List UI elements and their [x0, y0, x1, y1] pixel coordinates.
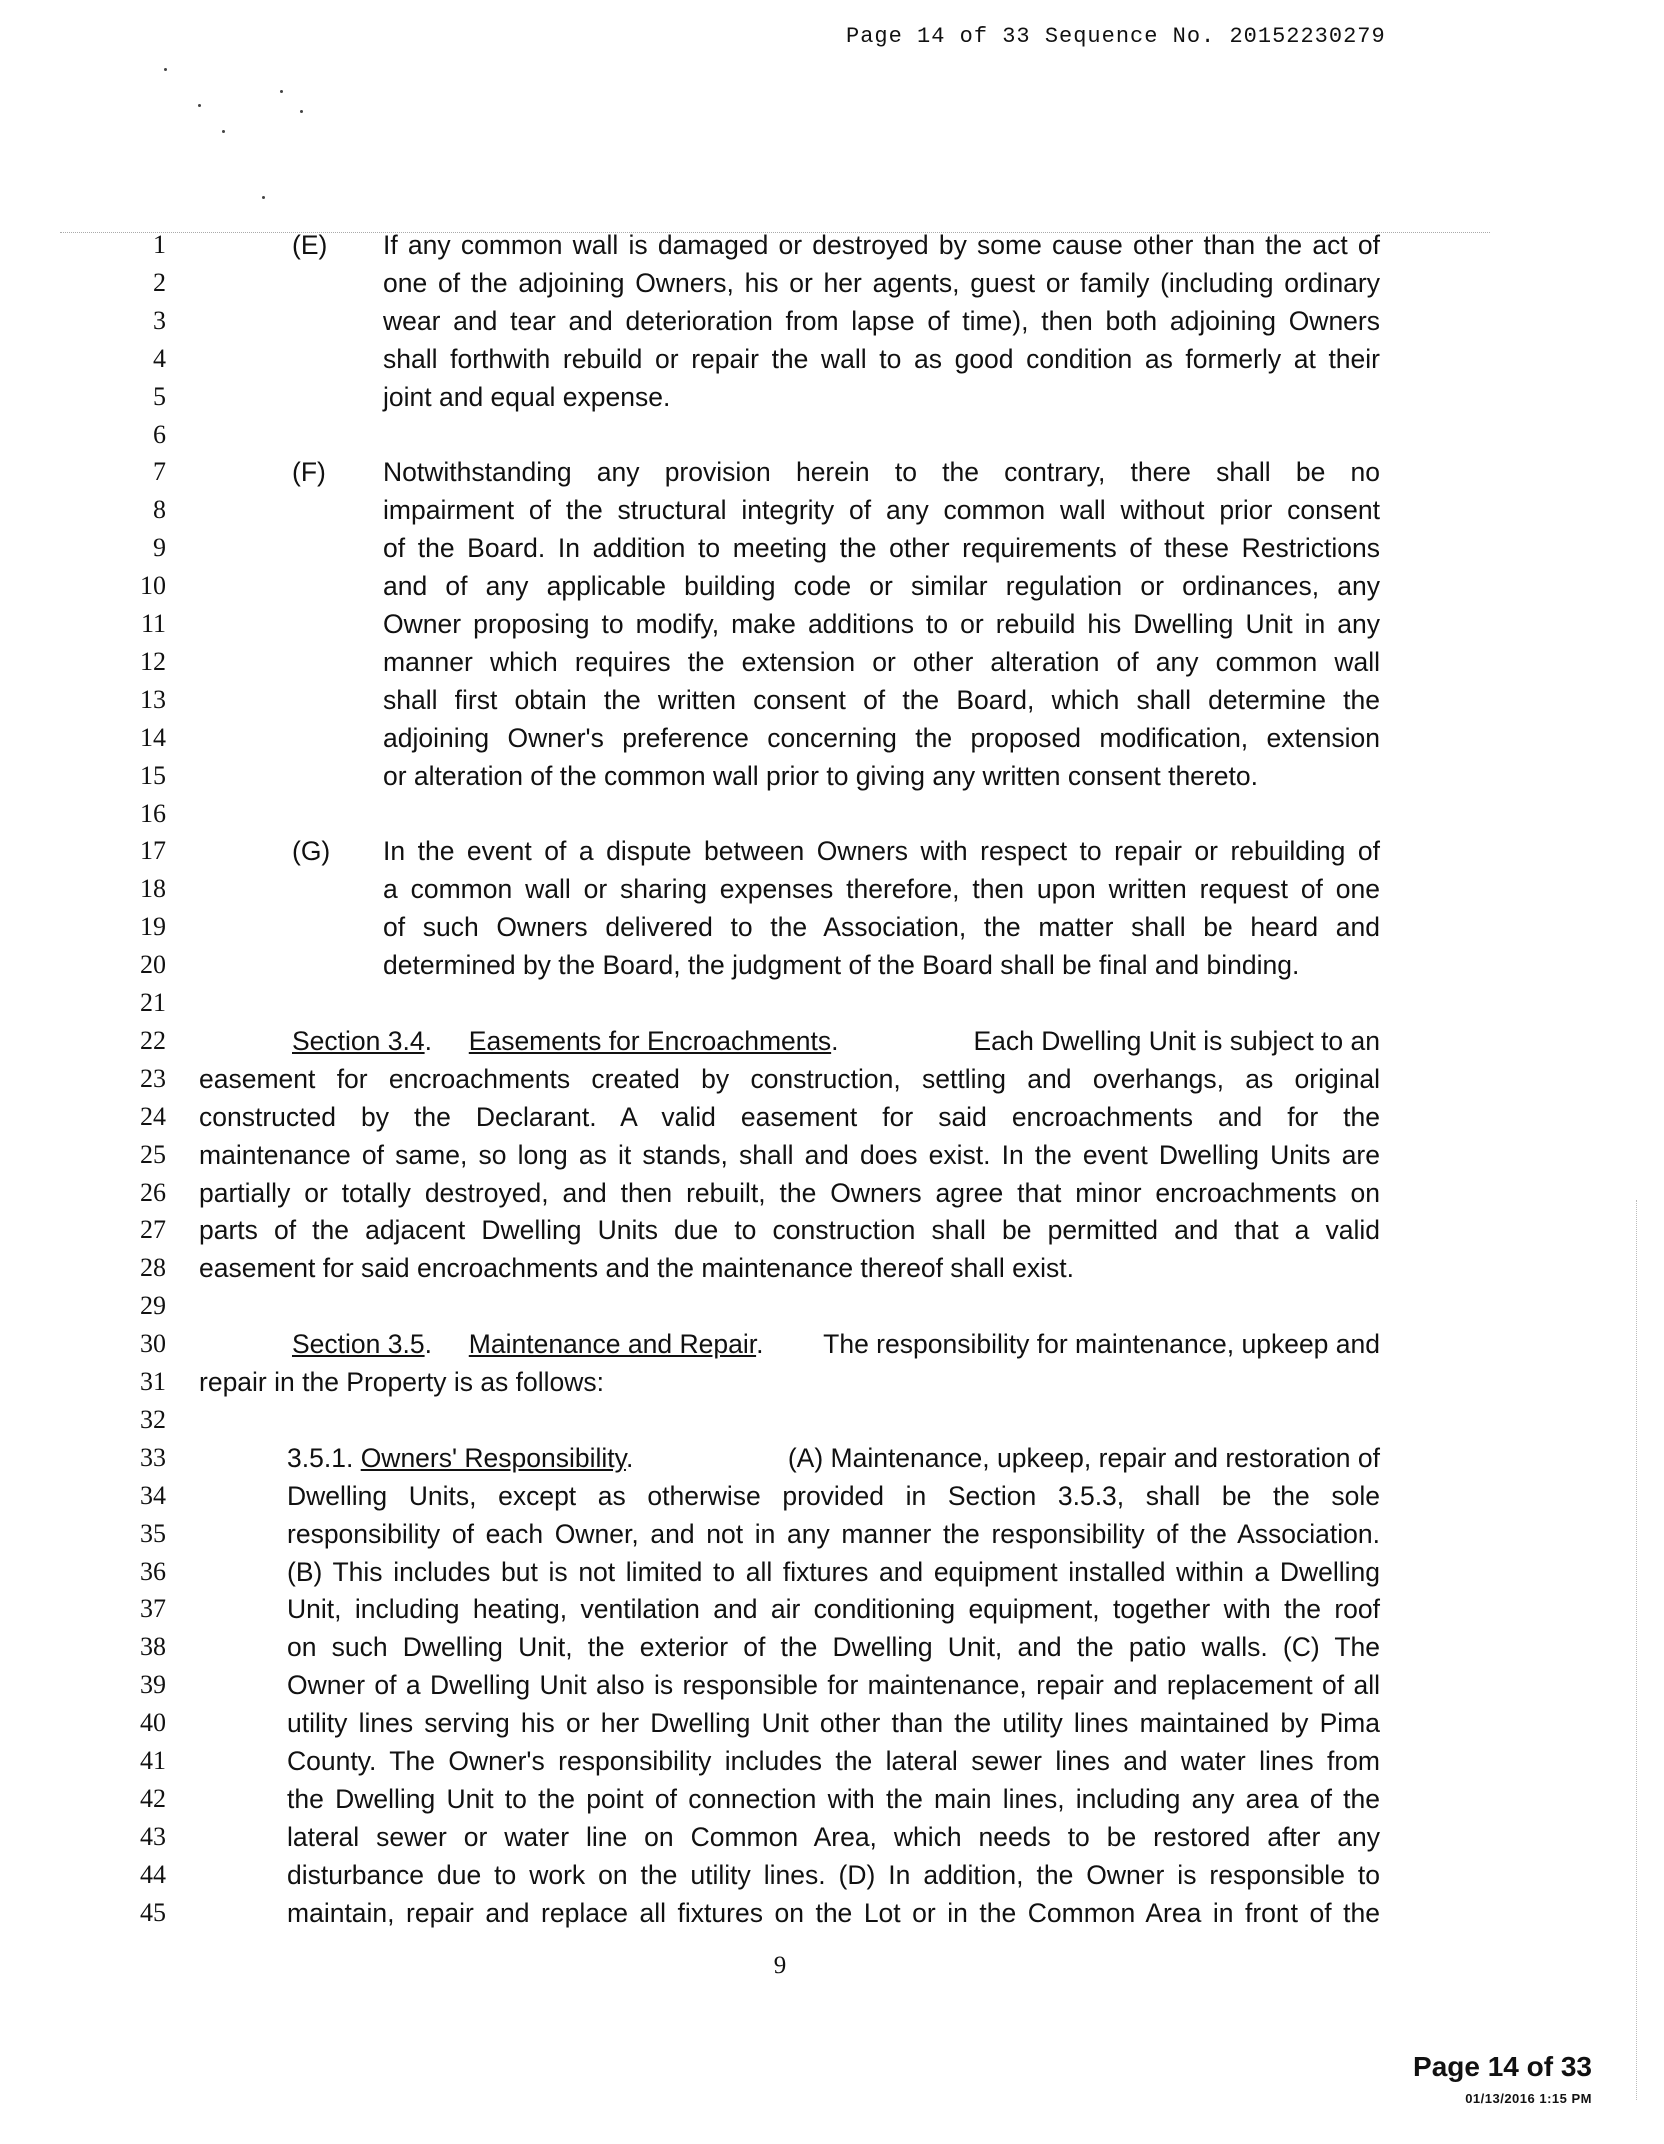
section-line: easement for encroachments created by construction, settling and overhangs, as original: [199, 1064, 1380, 1094]
line-number: 45: [140, 1898, 166, 1927]
line-number: 24: [140, 1102, 166, 1131]
section-line: Dwelling Units, except as otherwise provided in Section 3.5.3, shall be the sole: [287, 1481, 1380, 1511]
section-line: Owner of a Dwelling Unit also is responsible for maintenance, repair and replacement of all: [287, 1670, 1380, 1700]
section-line: (B) This includes but is not limited to all fixtures and equipment installed within a Dwelling: [287, 1557, 1380, 1587]
section-line: utility lines serving his or her Dwelling Unit other than the utility lines maintained by Pima: [287, 1708, 1380, 1738]
line-number: 12: [140, 647, 166, 676]
line-number: 20: [140, 950, 166, 979]
line-number: 33: [140, 1443, 166, 1472]
line-number: 18: [140, 874, 166, 903]
scan-speck: [300, 110, 303, 113]
sequence-header: Page 14 of 33 Sequence No. 20152230279: [846, 24, 1386, 49]
section-first-line: Section 3.4. Easements for Encroachments. Each Dwelling Unit is subject to an: [292, 1022, 1380, 1060]
section-first-line-rest: Each Dwelling Unit is subject to an: [973, 1026, 1380, 1056]
section-title: Owners' Responsibility: [360, 1443, 626, 1473]
line-number: 6: [153, 420, 166, 449]
section-first-line: 3.5.1. Owners' Responsibility. (A) Maintenance, upkeep, repair and restoration of: [287, 1439, 1380, 1477]
line-number: 5: [153, 382, 166, 411]
line-number: 31: [140, 1367, 166, 1396]
item-line: Notwithstanding any provision herein to the contrary, there shall be no: [383, 457, 1380, 487]
item-line: determined by the Board, the judgment of the Board shall be final and binding.: [383, 950, 1300, 980]
scan-speck: [198, 104, 201, 107]
section-line: County. The Owner's responsibility includes the lateral sewer lines and water lines from: [287, 1746, 1380, 1776]
section-number: Section 3.4: [292, 1026, 425, 1056]
section-title: Maintenance and Repair: [468, 1329, 757, 1359]
item-label: (E): [292, 230, 328, 260]
item-label: (F): [292, 457, 326, 487]
line-number: 13: [140, 685, 166, 714]
footer-page-count: Page 14 of 33: [1413, 2051, 1592, 2082]
section-line: easement for said encroachments and the maintenance thereof shall exist.: [199, 1253, 1075, 1283]
line-number: 38: [140, 1632, 166, 1661]
item-line: impairment of the structural integrity of any common wall without prior consent: [383, 495, 1380, 525]
line-number: 39: [140, 1670, 166, 1699]
line-number: 11: [140, 609, 166, 638]
line-number: 40: [140, 1708, 166, 1737]
section-line: disturbance due to work on the utility lines. (D) In addition, the Owner is responsible to: [287, 1860, 1380, 1890]
item-line: adjoining Owner's preference concerning the proposed modification, extension: [383, 723, 1380, 753]
line-number: 42: [140, 1784, 166, 1813]
section-line: repair in the Property is as follows:: [199, 1367, 605, 1397]
line-number: 44: [140, 1860, 166, 1889]
item-line: wear and tear and deterioration from lapse of time), then both adjoining Owners: [383, 306, 1380, 336]
line-number: 4: [153, 344, 166, 373]
line-number: 32: [140, 1405, 166, 1434]
item-line: of such Owners delivered to the Association, the matter shall be heard and: [383, 912, 1380, 942]
item-line: joint and equal expense.: [383, 382, 671, 412]
item-line: a common wall or sharing expenses therefore, then upon written request of one: [383, 874, 1380, 904]
section-line: the Dwelling Unit to the point of connection with the main lines, including any area of the: [287, 1784, 1380, 1814]
scan-speck: [262, 196, 265, 199]
line-number: 35: [140, 1519, 166, 1548]
section-line: Unit, including heating, ventilation and air conditioning equipment, together with the roof: [287, 1594, 1380, 1624]
section-line: responsibility of each Owner, and not in any manner the responsibility of the Association.: [287, 1519, 1380, 1549]
line-number: 28: [140, 1253, 166, 1282]
line-number: 29: [140, 1291, 166, 1320]
item-line: one of the adjoining Owners, his or her agents, guest or family (including ordinary: [383, 268, 1380, 298]
section-first-line-rest: The responsibility for maintenance, upkeep and: [823, 1329, 1380, 1359]
item-line: manner which requires the extension or other alteration of any common wall: [383, 647, 1380, 677]
section-line: on such Dwelling Unit, the exterior of the Dwelling Unit, and the patio walls. (C) The: [287, 1632, 1380, 1662]
item-line: or alteration of the common wall prior to giving any written consent thereto.: [383, 761, 1258, 791]
footer-timestamp: 01/13/2016 1:15 PM: [1465, 2091, 1592, 2106]
line-number: 16: [140, 799, 166, 828]
item-label: (G): [292, 836, 331, 866]
line-number: 14: [140, 723, 166, 752]
section-line: constructed by the Declarant. A valid easement for said encroachments and for the: [199, 1102, 1380, 1132]
page-number: 9: [773, 1952, 787, 1979]
item-line: shall first obtain the written consent of the Board, which shall determine the: [383, 685, 1380, 715]
scan-speck: [164, 68, 167, 71]
line-number: 3: [153, 306, 166, 335]
section-line: maintain, repair and replace all fixtures on the Lot or in the Common Area in front of the: [287, 1898, 1380, 1928]
line-number: 34: [140, 1481, 166, 1510]
item-line: In the event of a dispute between Owners with respect to repair or rebuilding of: [383, 836, 1380, 866]
line-number: 2: [153, 268, 166, 297]
line-number: 27: [140, 1215, 166, 1244]
section-number: 3.5.1.: [287, 1443, 354, 1473]
line-number: 8: [153, 495, 166, 524]
line-number: 30: [140, 1329, 166, 1358]
section-line: parts of the adjacent Dwelling Units due to construction shall be permitted and that a valid: [199, 1215, 1380, 1245]
line-number: 23: [140, 1064, 166, 1093]
line-number: 9: [153, 533, 166, 562]
line-number: 15: [140, 761, 166, 790]
item-line: If any common wall is damaged or destroyed by some cause other than the act of: [383, 230, 1380, 260]
item-line: shall forthwith rebuild or repair the wall to as good condition as formerly at their: [383, 344, 1380, 374]
line-number: 22: [140, 1026, 166, 1055]
item-line: Owner proposing to modify, make additions to or rebuild his Dwelling Unit in any: [383, 609, 1380, 639]
section-first-line-rest: (A) Maintenance, upkeep, repair and restoration of: [787, 1443, 1380, 1473]
line-number: 43: [140, 1822, 166, 1851]
line-number: 17: [140, 836, 166, 865]
line-number: 21: [140, 988, 166, 1017]
line-number: 10: [140, 571, 166, 600]
scan-speck: [222, 130, 225, 133]
item-line: of the Board. In addition to meeting the other requirements of these Restrictions: [383, 533, 1380, 563]
scan-edge: [1636, 1200, 1637, 2100]
line-number: 7: [153, 457, 166, 486]
line-number: 36: [140, 1557, 166, 1586]
line-number: 25: [140, 1140, 166, 1169]
line-number: 1: [153, 230, 166, 259]
scan-speck: [280, 90, 283, 93]
line-number: 41: [140, 1746, 166, 1775]
section-line: partially or totally destroyed, and then rebuilt, the Owners agree that minor encroachments on: [199, 1178, 1380, 1208]
section-line: maintenance of same, so long as it stands, shall and does exist. In the event Dwelling Units are: [199, 1140, 1380, 1170]
item-line: and of any applicable building code or similar regulation or ordinances, any: [383, 571, 1380, 601]
section-number: Section 3.5: [292, 1329, 425, 1359]
section-first-line: Section 3.5. Maintenance and Repair. The responsibility for maintenance, upkeep and: [292, 1325, 1380, 1363]
line-number: 37: [140, 1594, 166, 1623]
section-line: lateral sewer or water line on Common Area, which needs to be restored after any: [287, 1822, 1380, 1852]
line-number: 19: [140, 912, 166, 941]
line-number: 26: [140, 1178, 166, 1207]
section-title: Easements for Encroachments: [468, 1026, 832, 1056]
